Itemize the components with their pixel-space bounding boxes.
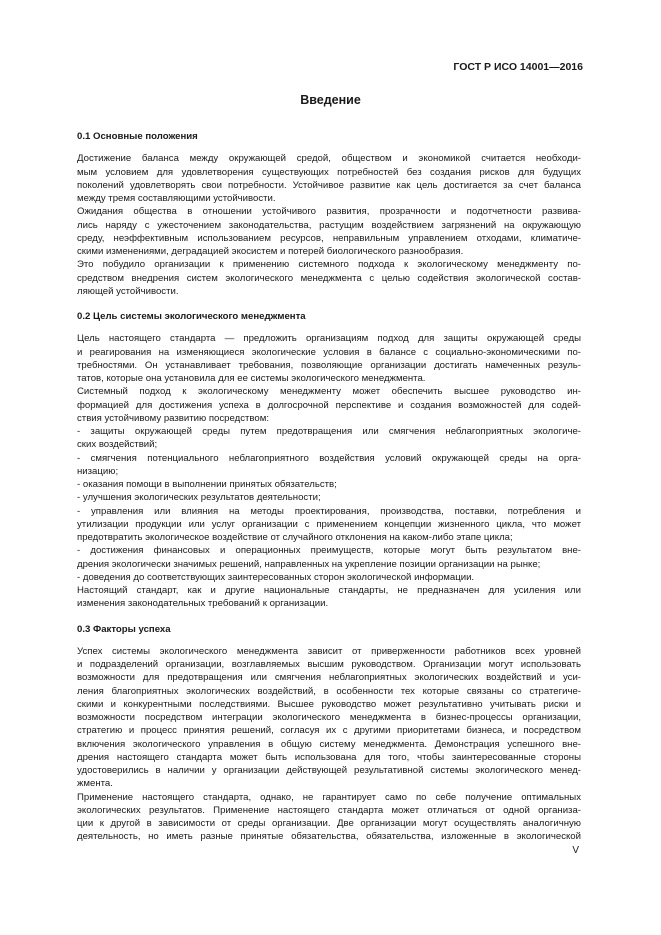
text-line: лись наряду с ужесточением законодательства, растущим воздействием загрязнений на окружающую: [77, 219, 581, 231]
text-line: Применение настоящего стандарта, однако, не гарантирует само по себе получение оптимальных: [77, 791, 581, 803]
text-line: экологических результатов. Применение настоящего стандарта может отличаться от одной организа-: [77, 804, 581, 816]
text-line: Это побудило организации к применению системного подхода к экологическому менеджменту по-: [77, 259, 581, 271]
text-line: дрения экологически значимых решений, направленных на укрепление позиции организации на рынке;: [77, 558, 541, 570]
text-line: - защиты окружающей среды путем предотвращения или смягчения неблагоприятных экологиче-: [77, 426, 581, 437]
paragraph: [77, 205, 581, 258]
text-line: включения экологического управления в общую систему менеджмента. Демонстрация успешного вне-: [77, 738, 581, 750]
document-body: [77, 130, 581, 844]
text-line: мым условием для удовлетворения существующих потребностей без создания рисков для будущих: [77, 166, 581, 178]
text-line: - управления или влияния на методы проектирования, производства, поставки, потребления и: [77, 505, 581, 517]
text-line: - оказания помощи в выполнении принятых обязательств;: [77, 479, 337, 490]
text-line: - смягчения потенциального неблагоприятного воздействия условий окружающей среды на орга-: [77, 452, 581, 464]
text-line: - доведения до соответствующих заинтересованных сторон экологической информации.: [77, 571, 475, 583]
text-line: Достижение баланса между окружающей средой, обществом и экономикой считается необходи-: [77, 153, 581, 165]
paragraph: [77, 505, 581, 545]
text-line: Системный подход к экологическому менеджменту может обеспечить высшее руководство ин-: [77, 386, 581, 398]
text-line: и подразделений организации, возглавляемых высшим руководством. Организации могут использовать: [77, 659, 581, 670]
text-line: жмента.: [77, 778, 113, 790]
paragraph: [77, 478, 581, 491]
text-line: возможности для предотвращения или смягчения неблагоприятных экологических воздействий и уси-: [77, 672, 581, 684]
text-line: ских воздействий;: [77, 439, 158, 451]
paragraph: [77, 584, 581, 611]
text-line: и реагирования на изменяющиеся экологические условия в балансе с социально-экономическими по-: [77, 346, 581, 358]
paragraph: [77, 491, 581, 504]
paragraph: [77, 425, 581, 452]
section-heading: 0.1 Основные положения: [77, 131, 198, 142]
text-line: утилизации продукции или услуг организации с применением концепции жизненного цикла, что может: [77, 518, 581, 530]
text-line: Ожидания общества в отношении устойчивого развития, прозрачности и подотчетности развива-: [77, 206, 581, 218]
page-title: Введение: [300, 93, 361, 107]
text-line: между тремя составляющими устойчивости.: [77, 193, 276, 204]
text-line: ции к другой в зависимости от среды организации. Две организации могут осуществлять аналогичную: [77, 818, 581, 829]
text-line: Настоящий стандарт, как и другие национальные стандарты, не предназначен для усиления или: [77, 585, 581, 596]
paragraph: [77, 571, 581, 584]
text-line: ляющей устойчивости.: [77, 285, 179, 297]
text-line: скими изменениями, деградацией экосистем и потерей биологического разнообразия.: [77, 246, 464, 257]
text-line: стратегию и процесс принятия решений, согласуя их с другими приоритетами бизнеса, и посредством: [77, 725, 581, 737]
text-line: удостоверились в наличии у организации действующей результативной системы экологического менед-: [77, 765, 581, 776]
paragraph: [77, 385, 581, 425]
text-line: среду, неэффективным использованием ресурсов, неправильным управлением отходами, климатиче-: [77, 232, 581, 244]
text-line: деятельность, но иметь разные принятые обязательства, обязательства, изложенные в экологической: [77, 831, 581, 843]
text-line: - улучшения экологических результатов деятельности;: [77, 492, 321, 504]
document-code: ГОСТ Р ИСО 14001—2016: [453, 61, 583, 73]
paragraph: [77, 791, 581, 844]
paragraph: [77, 645, 581, 791]
text-line: возможности посредством интеграции экологического менеджмента в бизнес-процессы организации,: [77, 712, 581, 723]
page-number: V: [572, 845, 579, 856]
paragraph: [77, 332, 581, 385]
paragraph: [77, 258, 581, 298]
text-line: татов, которые она установила для ее системы экологического менеджмента.: [77, 373, 426, 384]
text-line: Успех системы экологического менеджмента зависит от приверженности работников всех уровней: [77, 645, 581, 657]
text-line: ления благоприятных экологических воздействий, в особенности тех которые связаны со стратегиче-: [77, 685, 581, 697]
text-line: поколений удовлетворять свои потребности. Устойчивое развитие как цель достигается за счет баланса: [77, 179, 581, 191]
text-line: - достижения финансовых и операционных преимуществ, которые могут быть результатом вне-: [77, 545, 581, 557]
text-line: средством внедрения систем экологического менеджмента с целью содействия экологической состав-: [77, 272, 581, 284]
paragraph: [77, 544, 581, 571]
section-heading: 0.2 Цель системы экологического менеджмента: [77, 311, 306, 322]
text-line: предотвратить экологическое воздействие от случайного отклонения на каком-либо этапе цикла;: [77, 532, 513, 543]
text-line: ствия устойчивому развитию посредством:: [77, 412, 270, 424]
text-line: скими и конкурентными последствиями. Высшее руководство может результативно учитывать риски и: [77, 698, 581, 710]
text-line: низацию;: [77, 465, 119, 477]
text-line: Цель настоящего стандарта — предложить организациям подход для защиты окружающей среды: [77, 333, 581, 345]
text-line: дрения настоящего стандарта может быть использована для того, чтобы заинтересованные стороны: [77, 751, 581, 763]
text-line: изменения законодательных требований к организации.: [77, 598, 329, 610]
section-heading: 0.3 Факторы успеха: [77, 623, 171, 635]
paragraph: [77, 152, 581, 205]
text-line: требностями. Он устанавливает требования, позволяющие организации достигать намеченных резуль-: [77, 359, 581, 371]
paragraph: [77, 452, 581, 479]
text-line: формацией для достижения успеха в долгосрочной перспективе и создания возможностей для содей-: [77, 399, 581, 411]
